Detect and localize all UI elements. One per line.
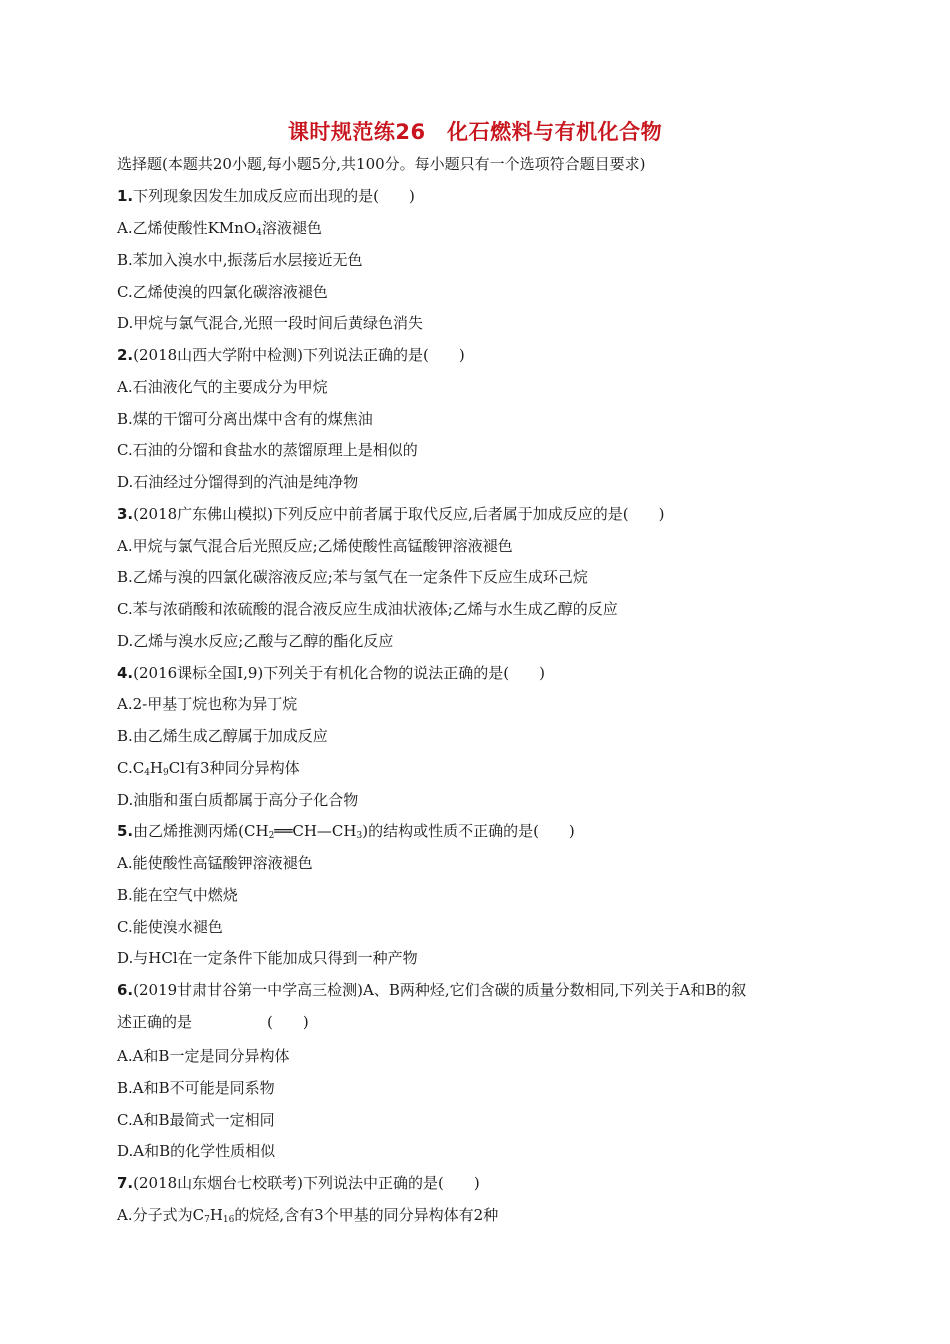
option-6b: B.A和B不可能是同系物 xyxy=(117,1079,275,1097)
option-3d: D.乙烯与溴水反应;乙酸与乙醇的酯化反应 xyxy=(117,632,394,650)
question-3-stem: 3.(2018广东佛山模拟)下列反应中前者属于取代反应,后者属于加成反应的是( ) xyxy=(117,505,665,523)
option-1b: B.苯加入溴水中,振荡后水层接近无色 xyxy=(117,251,363,269)
option-3b: B.乙烯与溴的四氯化碳溶液反应;苯与氢气在一定条件下反应生成环己烷 xyxy=(117,568,588,586)
question-number: 3. xyxy=(117,505,134,523)
option-4d: D.油脂和蛋白质都属于高分子化合物 xyxy=(117,791,359,809)
question-number: 2. xyxy=(117,346,134,364)
question-5-stem: 5.由乙烯推测丙烯$(CH_2══CH—CH_3)$的结构或性质不正确的是( ) xyxy=(117,822,575,841)
question-4-stem: 4.(2016课标全国Ⅰ,9)下列关于有机化合物的说法正确的是( ) xyxy=(117,664,545,682)
option-4b: B.由乙烯生成乙醇属于加成反应 xyxy=(117,727,328,745)
question-1-stem: 1.下列现象因发生加成反应而出现的是( ) xyxy=(117,187,415,205)
question-6-stem: 6.(2019甘肃甘谷第一中学高三检测)A、B两种烃,它们含碳的质量分数相同,下列关于A和B的叙 xyxy=(117,981,747,999)
option-5a: A.能使酸性高锰酸钾溶液褪色 xyxy=(117,854,313,872)
question-number: 1. xyxy=(117,187,134,205)
option-7a: A.分子式为$C_7H_{16}$的烷烃,含有3个甲基的同分异构体有2种 xyxy=(117,1206,499,1225)
question-number: 7. xyxy=(117,1174,134,1192)
option-3c: C.苯与浓硝酸和浓硫酸的混合液反应生成油状液体;乙烯与水生成乙醇的反应 xyxy=(117,600,618,618)
option-2d: D.石油经过分馏得到的汽油是纯净物 xyxy=(117,473,359,491)
option-4a: A.2-甲基丁烷也称为异丁烷 xyxy=(117,695,298,713)
option-2a: A.石油液化气的主要成分为甲烷 xyxy=(117,378,328,396)
option-3a: A.甲烷与氯气混合后光照反应;乙烯使酸性高锰酸钾溶液褪色 xyxy=(117,537,513,555)
option-6a: A.A和B一定是同分异构体 xyxy=(117,1047,290,1065)
option-5d: D.与HCl在一定条件下能加成只得到一种产物 xyxy=(117,949,418,967)
question-2-stem: 2.(2018山西大学附中检测)下列说法正确的是( ) xyxy=(117,346,465,364)
question-number: 6. xyxy=(117,981,134,999)
option-4c: $C.C_4H_9Cl$有3种同分异构体 xyxy=(117,759,300,778)
page-title: 课时规范练26 化石燃料与有机化合物 xyxy=(287,120,663,144)
question-7-stem: 7.(2018山东烟台七校联考)下列说法中正确的是( ) xyxy=(117,1174,480,1192)
question-6-stem-continued: 述正确的是 ( ) xyxy=(117,1013,309,1031)
option-1a: A.乙烯使酸性KMnO$_4$溶液褪色 xyxy=(117,219,322,238)
option-2b: B.煤的干馏可分离出煤中含有的煤焦油 xyxy=(117,410,373,428)
option-2c: C.石油的分馏和食盐水的蒸馏原理上是相似的 xyxy=(117,441,418,459)
option-1c: C.乙烯使溴的四氯化碳溶液褪色 xyxy=(117,283,328,301)
option-1d: D.甲烷与氯气混合,光照一段时间后黄绿色消失 xyxy=(117,314,424,332)
section-intro: 选择题(本题共20小题,每小题5分,共100分。每小题只有一个选项符合题目要求) xyxy=(117,155,646,173)
question-number: 4. xyxy=(117,664,134,682)
option-5c: C.能使溴水褪色 xyxy=(117,918,223,936)
option-5b: B.能在空气中燃烧 xyxy=(117,886,238,904)
option-6d: D.A和B的化学性质相似 xyxy=(117,1142,276,1160)
question-number: 5. xyxy=(117,822,134,840)
option-6c: C.A和B最简式一定相同 xyxy=(117,1111,275,1129)
